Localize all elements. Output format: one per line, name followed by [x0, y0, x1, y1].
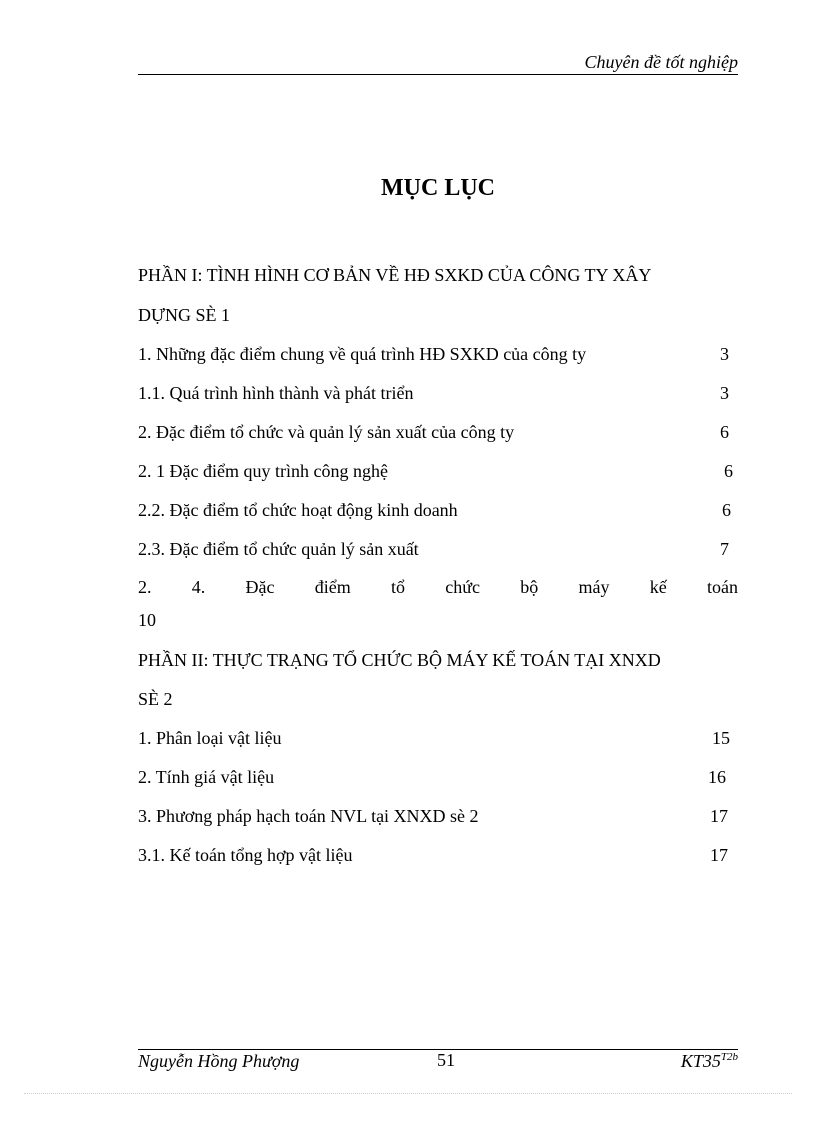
toc-item-page: 10 [138, 610, 156, 630]
toc-part2-heading-line2: SÈ 2 [138, 689, 173, 709]
toc-part1-heading-line2: DỰNG SÈ 1 [138, 305, 230, 325]
toc-item-page: 15 [712, 728, 730, 748]
toc-word: Đặc [245, 577, 275, 597]
toc-word: máy [578, 577, 610, 597]
toc-part2-heading-line1: PHẦN II: THỰC TRẠNG TỔ CHỨC BỘ MÁY KẾ TOÁN TẠI XNXD [138, 650, 661, 670]
toc-item-page: 6 [724, 461, 733, 481]
toc-item-page: 17 [710, 806, 728, 826]
header-text: Chuyên đề tốt nghiệp [584, 52, 738, 72]
toc-item-page: 3 [720, 344, 729, 364]
footer-class-code [681, 1051, 738, 1072]
toc-word: kế [649, 577, 667, 597]
toc-item-page: 3 [720, 383, 729, 403]
toc-word: tổ [390, 577, 405, 597]
toc-word: chức [445, 577, 480, 597]
toc-item-label: 2. 1 Đặc điểm quy trình công nghệ [138, 461, 388, 481]
toc-word: bộ [520, 577, 539, 597]
page-title: MỤC LỤC [381, 175, 495, 201]
page-bottom-border [24, 1093, 792, 1094]
toc-word: toán [706, 577, 738, 597]
toc-item-label: 1. Phân loại vật liệu [138, 728, 282, 748]
toc-item-label: 2. Tính giá vật liệu [138, 767, 275, 787]
toc-item-page: 6 [720, 422, 729, 442]
class-code-text: KT35 [680, 1051, 721, 1071]
toc-item-page: 16 [708, 767, 726, 787]
footer-author: Nguyễn Hồng Phượng [138, 1051, 300, 1071]
toc-item-label: 3. Phương pháp hạch toán NVL tại XNXD sè 2 [138, 806, 479, 826]
toc-word: điểm [314, 577, 351, 597]
class-code-sup: T2b [720, 1051, 738, 1063]
toc-word: 2. [138, 577, 152, 597]
toc-item-label: 3.1. Kế toán tổng hợp vật liệu [138, 845, 353, 865]
toc-item-page: 7 [720, 539, 729, 559]
toc-word: 4. [191, 577, 206, 597]
toc-item-label: 1.1. Quá trình hình thành và phát triển [138, 383, 414, 403]
toc-justified-line [138, 577, 738, 598]
toc-item-label: 1. Những đặc điểm chung về quá trình HĐ SXKD của công ty [138, 344, 587, 364]
toc-item-page: 17 [710, 845, 728, 865]
toc-item-page: 6 [722, 500, 731, 520]
header-rule [138, 74, 738, 75]
toc-part1-heading-line1: PHẦN I: TÌNH HÌNH CƠ BẢN VỀ HĐ SXKD CỦA CÔNG TY XÂY [138, 265, 652, 285]
toc-item-label: 2.2. Đặc điểm tổ chức hoạt động kinh doanh [138, 500, 458, 520]
footer-page-number: 51 [437, 1050, 455, 1070]
toc-item-label: 2.3. Đặc điểm tổ chức quản lý sản xuất [138, 539, 419, 559]
toc-item-label: 2. Đặc điểm tổ chức và quản lý sản xuất của công ty [138, 422, 515, 442]
